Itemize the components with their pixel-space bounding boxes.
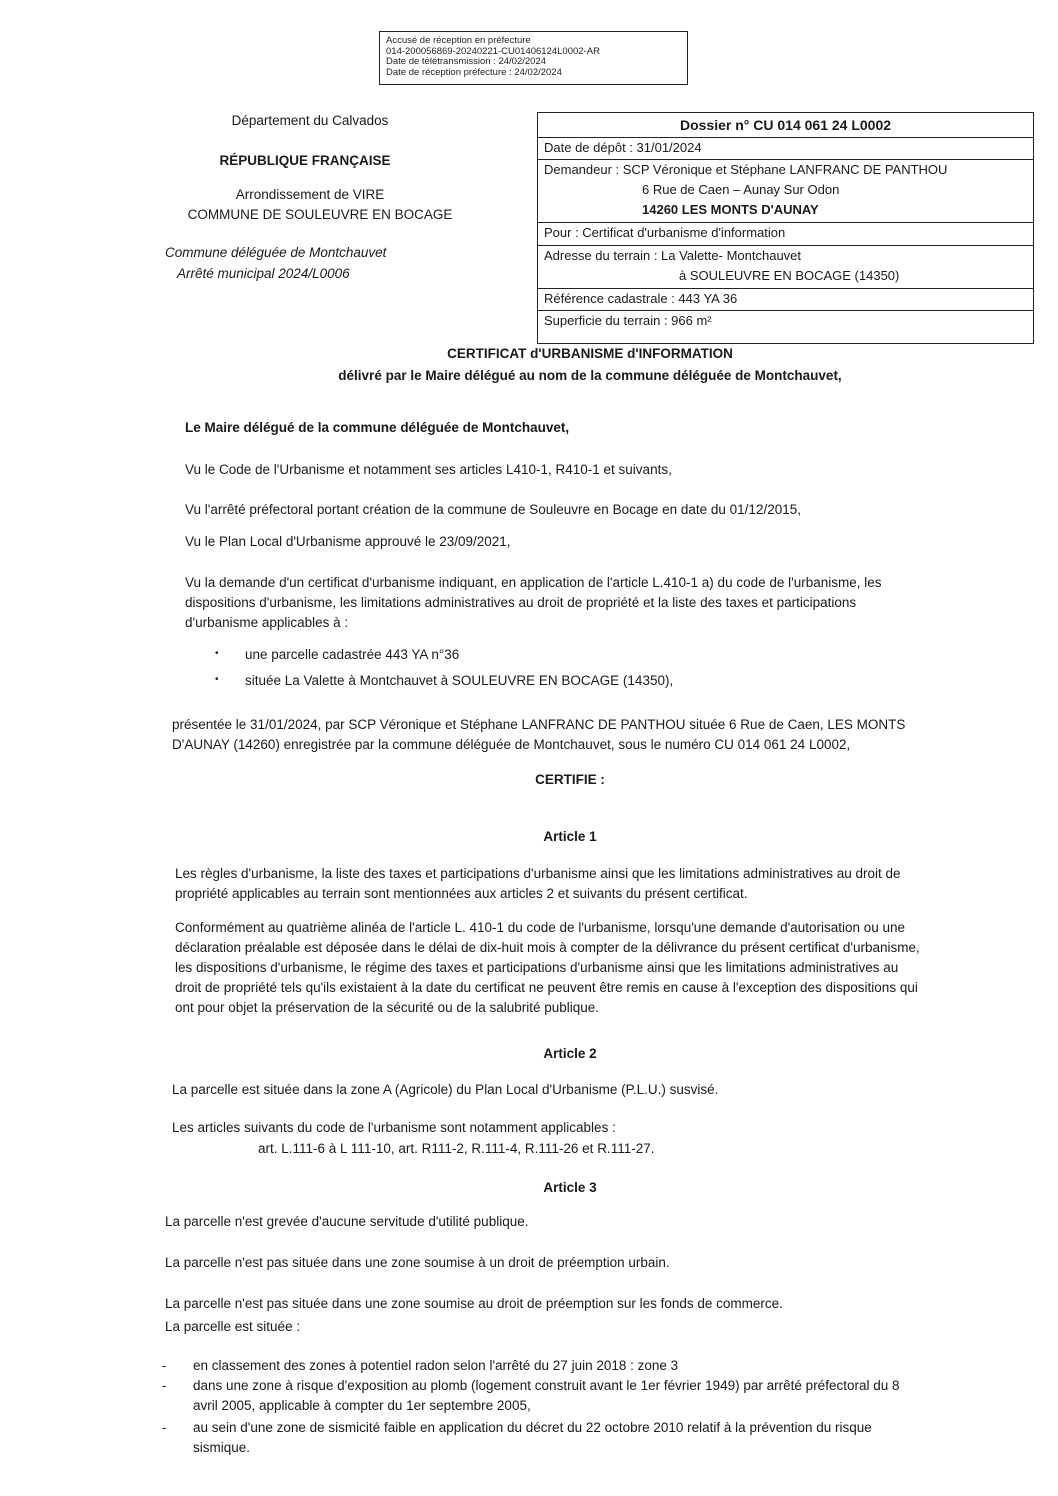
certificate-title: CERTIFICAT d'URBANISME d'INFORMATION [447, 346, 733, 361]
article-3-p2: La parcelle n'est pas située dans une zone soumise à un droit de préemption urbain. [165, 1255, 670, 1270]
demandeur-name: Demandeur : SCP Véronique et Stéphane LANFRANC DE PANTHOU [544, 162, 948, 177]
article-1-line: les dispositions d'urbanisme, le régime des taxes et participations d'urbanisme ainsi que les limitations administratives au [175, 960, 899, 975]
presentee-line: D'AUNAY (14260) enregistrée par la commune déléguée de Montchauvet, sous le numéro CU 014 061 24 L0002, [172, 737, 851, 752]
article-3-radon: en classement des zones à potentiel radon selon l'arrêté du 27 juin 2018 : zone 3 [193, 1358, 679, 1373]
bullet-icon: • [215, 648, 219, 659]
certificate-subtitle: délivré par le Maire délégué au nom de la commune déléguée de Montchauvet, [338, 368, 842, 383]
article-1-heading: Article 1 [543, 829, 597, 844]
vu-demande-line: d'urbanisme applicables à : [185, 615, 349, 630]
demandeur-street: 6 Rue de Caen – Aunay Sur Odon [642, 182, 840, 197]
reception-stamp [379, 31, 688, 85]
article-3-sismicite [193, 1418, 983, 1458]
certifie: CERTIFIE : [535, 772, 605, 787]
presentee [172, 715, 992, 755]
arrete: Arrêté municipal 2024/L0006 [177, 266, 350, 281]
article-3-heading: Article 3 [543, 1180, 597, 1195]
article-3-plomb-line: avril 2005, applicable à compter du 1er septembre 2005, [193, 1398, 531, 1413]
dossier-number: Dossier n° CU 014 061 24 L0002 [538, 113, 1033, 138]
bullet-icon: • [215, 674, 219, 685]
vu-arrete: Vu l'arrêté préfectoral portant création de la commune de Souleuvre en Bocage en date du 01/12/2015, [185, 502, 801, 517]
article-1-line: ont pour objet la préservation de la sécurité ou de la salubrité publique. [175, 1000, 600, 1015]
vu-demande-line: Vu la demande d'un certificat d'urbanisme indiquant, en application de l'article L.410-1 a) du code de l'urbanisme, les [185, 575, 882, 590]
superficie: Superficie du terrain : 966 m² [544, 313, 712, 328]
dash-icon: - [162, 1358, 167, 1373]
article-1-line: propriété applicables au terrain sont mentionnées aux articles 2 et suivants du présent certificat. [175, 886, 748, 901]
stamp-line: Date de télétransmission : 24/02/2024 [386, 56, 547, 67]
article-2-p3: art. L.111-6 à L 111-10, art. R111-2, R.111-4, R.111-26 et R.111-27. [258, 1141, 655, 1156]
article-3-sismicite-line: au sein d'une zone de sismicité faible en application du décret du 22 octobre 2010 relatif à la prévention du risque [193, 1420, 872, 1435]
article-1-p1 [175, 864, 990, 904]
vu-demande [185, 573, 995, 633]
dossier-box [537, 112, 1034, 344]
presentee-line: présentée le 31/01/2024, par SCP Véronique et Stéphane LANFRANC DE PANTHOU située 6 Rue de Caen, LES MONTS [172, 717, 906, 732]
departement: Département du Calvados [231, 113, 389, 128]
article-1-line: déclaration préalable est déposée dans le délai de dix-huit mois à compter de la délivrance du présent certificat d'urbanisme, [175, 940, 920, 955]
dash-icon: - [162, 1378, 167, 1393]
stamp-line: Accusé de réception en préfecture [386, 35, 531, 46]
demandeur [538, 160, 1033, 223]
article-2-p1: La parcelle est située dans la zone A (Agricole) du Plan Local d'Urbanisme (P.L.U.) susvisé. [172, 1082, 719, 1097]
article-3-sismicite-line: sismique. [193, 1440, 251, 1455]
article-2-heading: Article 2 [543, 1046, 597, 1061]
arrondissement: Arrondissement de VIRE [235, 187, 385, 202]
article-3-plomb-line: dans une zone à risque d'exposition au plomb (logement construit avant le 1er février 1949) par arrêté préfectoral du 8 [193, 1378, 900, 1393]
vu-demande-line: dispositions d'urbanisme, les limitations administratives au droit de propriété et la liste des taxes et participations [185, 595, 857, 610]
stamp-line: 014-200056869-20240221-CU01406124L0002-AR [386, 45, 600, 57]
article-1-p2 [175, 918, 990, 1018]
article-1-line: droit de propriété tels qu'ils existaient à la date du certificat ne peuvent être remis en cause à l'exception des dispositions qui [175, 980, 918, 995]
adresse-line: à SOULEUVRE EN BOCAGE (14350) [679, 268, 900, 283]
article-1-line: Les règles d'urbanisme, la liste des taxes et participations d'urbanisme ainsi que les limitations administratives au droit de [175, 866, 901, 881]
reference-cadastrale: Référence cadastrale : 443 YA 36 [538, 289, 1033, 311]
commune-deleguee: Commune déléguée de Montchauvet [165, 245, 387, 260]
article-3-p3: La parcelle n'est pas située dans une zone soumise au droit de préemption sur les fonds de commerce. [165, 1296, 783, 1311]
article-2-p2: Les articles suivants du code de l'urbanisme sont notamment applicables : [172, 1120, 616, 1135]
maire-line: Le Maire délégué de la commune déléguée de Montchauvet, [185, 420, 570, 435]
stamp-line: Date de réception préfecture : 24/02/2024 [386, 66, 562, 78]
adresse-terrain [538, 246, 1033, 289]
dash-icon: - [162, 1420, 167, 1435]
vu-plu: Vu le Plan Local d'Urbanisme approuvé le 23/09/2021, [185, 534, 511, 549]
pour: Pour : Certificat d'urbanisme d'information [538, 223, 1033, 246]
demandeur-city: 14260 LES MONTS D'AUNAY [642, 202, 819, 217]
article-3-p4: La parcelle est située : [165, 1319, 301, 1334]
republique: RÉPUBLIQUE FRANÇAISE [219, 153, 391, 168]
date-depot: Date de dépôt : 31/01/2024 [538, 138, 1033, 160]
article-1-line: Conformément au quatrième alinéa de l'article L. 410-1 du code de l'urbanisme, lorsqu'une demande d'autorisation ou une [175, 920, 906, 935]
vu-code: Vu le Code de l'Urbanisme et notamment ses articles L410-1, R410-1 et suivants, [185, 462, 672, 477]
bullet-situee: située La Valette à Montchauvet à SOULEUVRE EN BOCAGE (14350), [245, 673, 674, 688]
commune: COMMUNE DE SOULEUVRE EN BOCAGE [187, 207, 453, 222]
article-3-plomb [193, 1376, 983, 1416]
adresse-line: Adresse du terrain : La Valette- Montchauvet [544, 248, 802, 263]
article-3-p1: La parcelle n'est grevée d'aucune servitude d'utilité publique. [165, 1214, 529, 1229]
bullet-parcelle: une parcelle cadastrée 443 YA n°36 [245, 647, 460, 662]
